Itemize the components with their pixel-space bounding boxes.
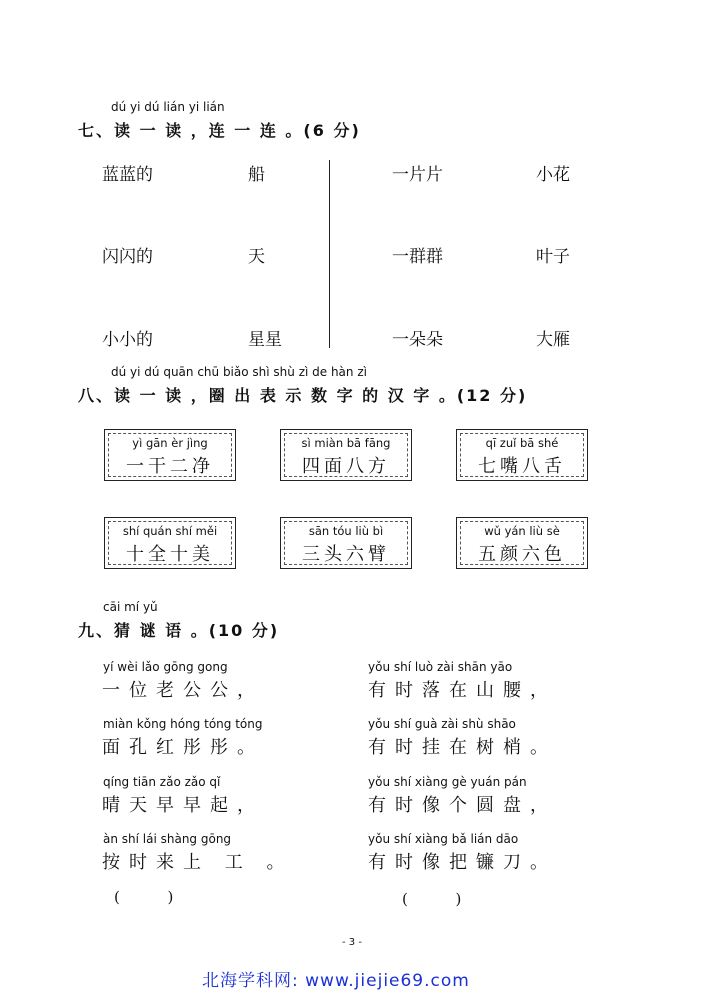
riddle-line: 按时来上 工 。: [102, 852, 294, 873]
idiom-box[interactable]: [104, 429, 236, 481]
idiom-box[interactable]: [456, 429, 588, 481]
riddle-line: 有时挂在树梢。: [368, 737, 557, 758]
match-right-word[interactable]: 一朵朵: [392, 330, 443, 350]
idiom-pinyin: shí quán shí měi: [122, 524, 218, 538]
idiom-words[interactable]: 一干二净: [126, 456, 214, 477]
match-left-target[interactable]: 星星: [248, 330, 282, 350]
match-left-word[interactable]: 蓝蓝的: [102, 165, 153, 185]
idiom-words[interactable]: 五颜六色: [478, 544, 566, 565]
section8-pinyin: dú yi dú quān chū biǎo shì shù zì de hàn zì: [111, 365, 367, 379]
match-right-target[interactable]: 叶子: [536, 247, 570, 267]
riddle-line: 一位老公公，: [102, 680, 264, 701]
idiom-box[interactable]: [280, 517, 412, 569]
idiom-pinyin: sān tóu liù bì: [308, 524, 384, 538]
answer-blank-right[interactable]: ( ): [402, 890, 462, 908]
footer-watermark: 北海学科网: www.jiejie69.com: [202, 971, 470, 991]
idiom-box[interactable]: [280, 429, 412, 481]
match-left-word[interactable]: 闪闪的: [102, 247, 153, 267]
divider-line: [329, 160, 330, 348]
riddle-pinyin: yǒu shí luò zài shān yāo: [368, 660, 513, 674]
riddle-line: 有时像个圆盘，: [368, 795, 557, 816]
match-left-word[interactable]: 小小的: [102, 330, 153, 350]
match-left-target[interactable]: 船: [248, 165, 265, 185]
idiom-words[interactable]: 四面八方: [302, 456, 390, 477]
idiom-box[interactable]: [104, 517, 236, 569]
riddle-pinyin: àn shí lái shàng gōng: [103, 832, 232, 846]
section7-title: 七、读 一 读 ，连 一 连 。(6 分): [78, 121, 361, 140]
riddle-pinyin: yǒu shí xiàng bǎ lián dāo: [368, 832, 519, 846]
answer-blank-left[interactable]: ( ): [114, 888, 174, 906]
riddle-pinyin: yǒu shí xiàng gè yuán pán: [368, 775, 527, 789]
idiom-pinyin: wǔ yán liù sè: [484, 524, 560, 538]
match-right-target[interactable]: 小花: [536, 165, 570, 185]
riddle-pinyin: miàn kǒng hóng tóng tóng: [103, 717, 263, 731]
idiom-box[interactable]: [456, 517, 588, 569]
riddle-line: 有时像把镰刀。: [368, 852, 557, 873]
riddle-line: 面孔红彤彤。: [102, 737, 264, 758]
riddle-pinyin: yǒu shí guà zài shù shāo: [368, 717, 516, 731]
riddle-pinyin: qíng tiān zǎo zǎo qǐ: [103, 775, 221, 789]
section7-pinyin: dú yi dú lián yi lián: [111, 100, 225, 114]
match-right-target[interactable]: 大雁: [536, 330, 570, 350]
section8-title: 八、读 一 读 ，圈 出 表 示 数 字 的 汉 字 。(12 分): [78, 386, 528, 405]
riddle-pinyin: yí wèi lǎo gōng gong: [103, 660, 228, 674]
match-right-word[interactable]: 一群群: [392, 247, 443, 267]
idiom-words[interactable]: 七嘴八舌: [478, 456, 566, 477]
idiom-words[interactable]: 三头六臂: [302, 544, 390, 565]
match-left-target[interactable]: 天: [248, 247, 265, 267]
idiom-pinyin: sì miàn bā fāng: [301, 436, 391, 450]
riddle-line: 有时落在山腰，: [368, 680, 557, 701]
idiom-pinyin: yì gān èr jìng: [132, 436, 208, 450]
idiom-pinyin: qī zuǐ bā shé: [485, 436, 559, 450]
section9-pinyin: cāi mí yǔ: [103, 600, 158, 614]
idiom-words[interactable]: 十全十美: [126, 544, 214, 565]
section9-title: 九、猜 谜 语 。(10 分): [78, 621, 280, 640]
page-number: - 3 -: [342, 937, 362, 948]
match-right-word[interactable]: 一片片: [392, 165, 443, 185]
riddle-line: 晴天早早起，: [102, 795, 264, 816]
